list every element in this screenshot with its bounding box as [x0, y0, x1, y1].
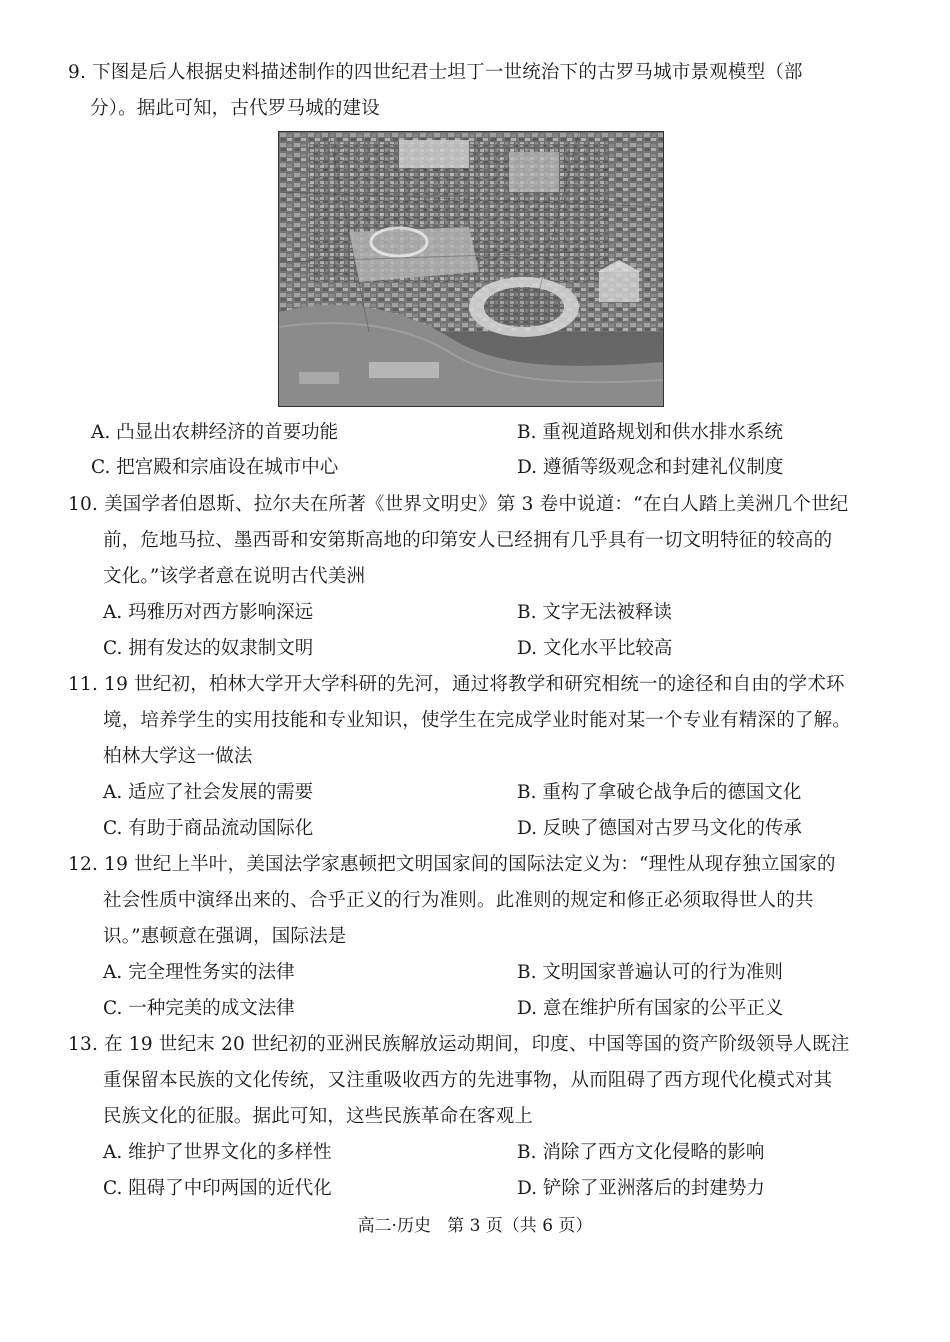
question-10-option-a[interactable]: A. 玛雅历对西方影响深远 — [103, 602, 314, 623]
question-10-option-c[interactable]: C. 拥有发达的奴隶制文明 — [103, 638, 314, 659]
question-11-line-3: 柏林大学这一做法 — [103, 746, 253, 767]
question-11-line-2: 境，培养学生的实用技能和专业知识，使学生在完成学业时能对某一个专业有精深的了解。 — [103, 710, 852, 731]
page-footer: 高二·历史 第 3 页（共 6 页） — [357, 1216, 593, 1236]
question-9-option-c[interactable]: C. 把宫殿和宗庙设在城市中心 — [91, 457, 339, 478]
question-12-line-3: 识。”惠顿意在强调，国际法是 — [103, 926, 347, 947]
question-11-option-b[interactable]: B. 重构了拿破仑战争后的德国文化 — [517, 782, 802, 803]
question-10-line-1: 10. 美国学者伯恩斯、拉尔夫在所著《世界文明史》第 3 卷中说道：“在白人踏上美洲几个世纪 — [68, 494, 849, 515]
question-13-line-3: 民族文化的征服。据此可知，这些民族革命在客观上 — [103, 1106, 534, 1127]
question-12-option-d[interactable]: D. 意在维护所有国家的公平正义 — [517, 998, 784, 1019]
question-12-option-c[interactable]: C. 一种完美的成文法律 — [103, 998, 295, 1019]
question-13-option-a[interactable]: A. 维护了世界文化的多样性 — [103, 1142, 332, 1163]
question-10-option-d[interactable]: D. 文化水平比较高 — [517, 638, 673, 659]
question-12-line-2: 社会性质中演绎出来的、合乎正义的行为准则。此准则的规定和修正必须取得世人的共 — [103, 890, 814, 911]
question-10-option-b[interactable]: B. 文字无法被释读 — [517, 602, 672, 623]
question-11-option-c[interactable]: C. 有助于商品流动国际化 — [103, 818, 314, 839]
question-13-line-1: 13. 在 19 世纪末 20 世纪初的亚洲民族解放运动期间，印度、中国等国的资产阶级领导人既注 — [68, 1034, 850, 1055]
question-9-option-b[interactable]: B. 重视道路规划和供水排水系统 — [517, 422, 783, 443]
question-13-option-c[interactable]: C. 阻碍了中印两国的近代化 — [103, 1178, 332, 1199]
question-10-line-2: 前，危地马拉、墨西哥和安第斯高地的印第安人已经拥有几乎具有一切文明特征的较高的 — [103, 530, 833, 551]
question-9-line-2: 分）。据此可知，古代罗马城的建设 — [90, 98, 380, 119]
question-13-option-b[interactable]: B. 消除了西方文化侵略的影响 — [517, 1142, 765, 1163]
question-12-line-1: 12. 19 世纪上半叶，美国法学家惠顿把文明国家间的国际法定义为：“理性从现存独立国家的 — [68, 854, 836, 875]
question-11-option-d[interactable]: D. 反映了德国对古罗马文化的传承 — [517, 818, 802, 839]
question-13-line-2: 重保留本民族的文化传统，又注重吸收西方的先进事物，从而阻碍了西方现代化模式对其 — [103, 1070, 833, 1091]
question-11-option-a[interactable]: A. 适应了社会发展的需要 — [103, 782, 314, 803]
question-13-option-d[interactable]: D. 铲除了亚洲落后的封建势力 — [517, 1178, 765, 1199]
question-12-option-b[interactable]: B. 文明国家普遍认可的行为准则 — [517, 962, 783, 983]
question-9-line-1: 9. 下图是后人根据史料描述制作的四世纪君士坦丁一世统治下的古罗马城市景观模型（部 — [68, 62, 803, 83]
question-12-option-a[interactable]: A. 完全理性务实的法律 — [103, 962, 295, 983]
question-9-option-a[interactable]: A. 凸显出农耕经济的首要功能 — [91, 422, 339, 443]
question-9-option-d[interactable]: D. 遵循等级观念和封建礼仪制度 — [517, 457, 784, 478]
question-10-line-3: 文化。”该学者意在说明古代美洲 — [103, 566, 366, 587]
question-11-line-1: 11. 19 世纪初，柏林大学开大学科研的先河，通过将教学和研究相统一的途径和自由的学术环 — [68, 674, 845, 695]
rome-city-model-image — [278, 131, 664, 407]
